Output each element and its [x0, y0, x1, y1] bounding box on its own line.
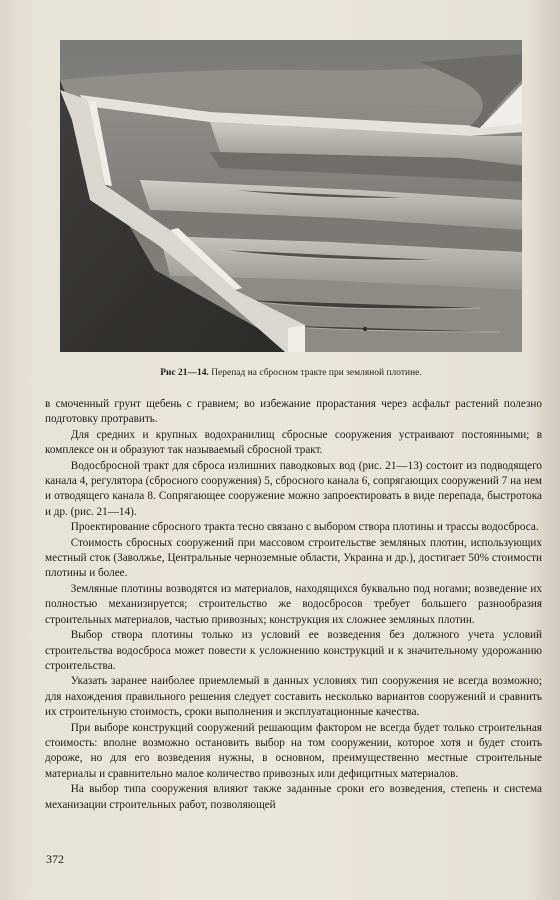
paragraph-10: На выбор типа сооружения влияют также заданные сроки его возведения, степень и система механизации строительных работ, позволяющей — [45, 783, 542, 811]
paragraph-5: Стоимость сбросных сооружений при массовом строительстве земляных плотин, использующих местный сток (Заволжье, Центральные черноземные области, Украина и др.), достигает 50% стоимости плотины и более. — [45, 536, 542, 580]
paragraph-6: Земляные плотины возводятся из материалов, находящихся буквально под ногами; возведение их полностью механизируется; строительство же водосбросов требует большего разнообразия строительных материалов, частью привозных; конструкция их сложнее земляных плотин. — [45, 582, 542, 626]
figure-photo — [60, 40, 522, 352]
page-number: 372 — [46, 852, 64, 866]
paragraph-2: Для средних и крупных водохранилищ сбросные сооружения устраивают постоянными; в комплексе он и образуют так называемый сбросной тракт. — [45, 428, 542, 457]
paragraph-8: Указать заранее наиболее приемлемый в данных условиях тип сооружения не всегда возможно; для нахождения правильного решения следует составить несколько вариантов сооружений и сравнить их строительную стоимость, сроки выполнения и эксплуатационные качества. — [45, 675, 542, 719]
paragraph-9: При выборе конструкций сооружений решающим фактором не всегда будет только строительная стоимость: вполне возможно остановить выбор на том сооружении, которое хотя и будет стоить дороже, но для его возведения нужны, в основном, преимущественно местные строительные материалы и сравнительно малое количество привозных или дефицитных материалов. — [45, 721, 542, 780]
drop-structure-photo — [60, 40, 522, 352]
figure-caption — [60, 368, 522, 378]
paragraph-3: Водосбросной тракт для сброса излишних паводковых вод (рис. 21—13) состоит из подводящего канала 4, регулятора (сбросного сооружения) 5, сбросного канала 6, сопрягающих сооружений 7 на нем и отводящего канала 8. Сопрягающее сооружение можно запроектировать в виде перепада, быстротока и др. (рис. 21—14). — [45, 459, 542, 518]
body-text — [45, 397, 542, 813]
paragraph-1: в смоченный грунт щебень с гравием; во избежание прорастания через асфальт растений полезно подготовку протравить. — [45, 398, 542, 426]
paragraph-7: Выбор створа плотины только из условий ее возведения без должного учета условий строительства водосброса может повести к усложнению конструкций и к значительному удорожанию строительства. — [45, 629, 542, 672]
caption-label: Рис 21—14. — [160, 368, 209, 378]
caption-text: Перепад на сбросном тракте при земляной плотине. — [211, 368, 422, 378]
paragraph-4: Проектирование сбросного тракта тесно связано с выбором створа плотины и трассы водосброса. — [70, 521, 539, 534]
